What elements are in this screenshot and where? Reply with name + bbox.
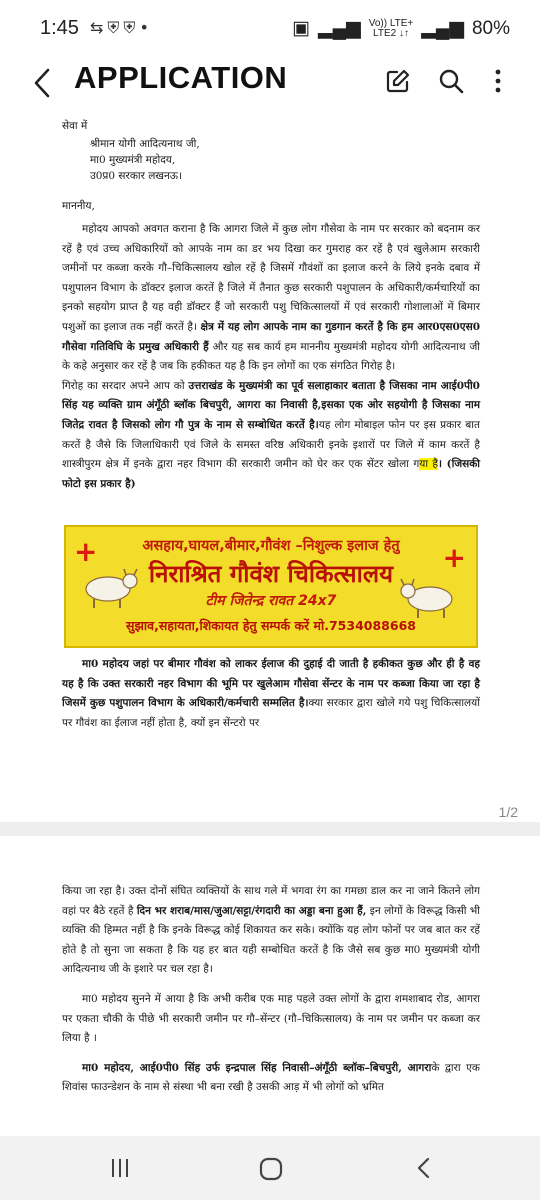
- document-title: APPLICATION: [74, 60, 288, 95]
- banner-line: असहाय,घायल,बीमार,गौवंश –निशुल्क इलाज हेतु: [142, 538, 400, 554]
- search-icon[interactable]: [437, 67, 465, 95]
- greeting: माननीय,: [62, 200, 95, 212]
- app-bar: [0, 60, 540, 110]
- signal-icon: ▂▄▆: [421, 18, 464, 39]
- paragraph: मा0 महोदय सुनने में आया है कि अभी करीब एक माह पहले उक्त लोगों के द्वारा शमशाबाद रोड, आगरा पर एकता चौकी के पीछे भी सरकारी जमीन पर गौ–सेंन्टर (गौ–चिकित्सालय) के नाम पर जमीन पर कब्जा कर लिया है ।: [62, 992, 480, 1045]
- back-arrow-icon[interactable]: [28, 66, 58, 100]
- pdf-page-2[interactable]: [0, 836, 540, 1136]
- app-notification-icon: ⛨: [107, 18, 124, 37]
- status-right: [292, 17, 510, 40]
- navigation-bar: [0, 1136, 540, 1200]
- page-1-text: [62, 118, 480, 494]
- more-notifications-icon: •: [139, 18, 153, 37]
- page-2-text: [62, 882, 480, 1098]
- highlighted-text: या है: [419, 458, 438, 471]
- recent-apps-icon[interactable]: [108, 1156, 132, 1180]
- paragraph: मा0 महोदय जहां पर बीमार गौवंश को लाकर ईलाज की दुहाई दी जाती है हकीकत कुछ और ही है वह यह है कि उक्त सरकारी नहर विभाग की भूमि पर खुलेआम गौसेवा सेंन्टर के नाम पर कब्जा किया जा रहा है जिसमें कुछ पशुपालन विभाग के अधिकारी/कर्मचारी सम्मलित है।क्या सरकार द्वारा खोले गये पशु चिकित्सालयों पर गौवंश का ईलाज नहीं होता है, क्यों इन सेंन्टरो पर: [62, 658, 480, 729]
- status-time: 1:45: [40, 17, 79, 39]
- recipient-address: श्रीमान योगी आदित्यनाथ जी, मा0 मुख्यमंत्री महोदय, उ0प्र0 सरकार लखनऊ।: [90, 138, 200, 182]
- notification-icons: [90, 18, 153, 38]
- edit-icon[interactable]: [384, 67, 412, 95]
- paragraph: मा0 महोदय, आई0पी0 सिंह उर्फ इन्द्रपाल सिंह निवासी–अंगूँठी ब्लॉक–बिचपुरी, आगराके द्वारा एक शिवांस फाउन्डेशन के नाम से संस्था भी बना रखी है उसकी आड़ में भी लोगों को भ्रमित: [62, 1061, 480, 1094]
- salutation: सेवा में: [62, 120, 88, 132]
- app-notification-icon: ⛨: [123, 18, 140, 37]
- red-cross-icon: +: [74, 535, 98, 568]
- paragraph: गिरोह का सरदार अपने आप को उत्तराखंड के मुख्यमंत्री का पूर्व सलाहाकार बताता है जिसका नाम आई0पी0 सिंह यह व्यक्ति ग्राम अंगूँठी ब्लॉक बिचपुरी, आगरा का निवासी है,इसका एक ओर सहयोगी है जिसका नाम जितेद्र रावत है जिसको लोग गौ पुत्र के नाम से सम्बोधित करतें है।यह लोग मोबाइल फोन पर इस प्रकार बात करतें है जैसे कि जिलाधिकारी एवं जिले के समस्त वरिष्ठ अधिकारी इनके इशारों पर जिले में काम करतें है शास्त्रीपुरम क्षेत्र में इनके द्वारा नहर विभाग की सरकारी जमीन को घेर कर एक सेंटर खोला गया है। (जिसकी फोटो इस प्रकार है): [62, 379, 480, 490]
- red-cross-icon: +: [442, 541, 466, 574]
- network-indicator: Vo)) LTE+ LTE2 ↓↑: [368, 17, 414, 39]
- battery-saver-icon: ▣: [292, 18, 311, 39]
- paragraph: किया जा रहा है। उक्त दोनों संघित व्यक्तियों के साथ गले में भगवा रंग का गमछा डाल कर ना जाने कितने लोग वहां पर बैठे रहतें है दिन भर शराब/मास/जुआ/सट्टा/रंगदारी का अड्डा बना हुआ हैं, इन लोगों के विरूद्ध किसी भी व्यक्ति की हिम्मत नहीं है कि इनके विरूद्ध कोई शिकायत कर सके। क्योंकि यह लोग फोनों पर जब बात कर रहें होते है तो सुना जा सकता है कि यह हर बात यही सम्बोधित करतें है कि जैसे सब कुछ मा0 मुख्यमंत्री योगी आदित्यनाथ जी के इशारे पर चल रहा है।: [62, 885, 480, 976]
- page-separator: [0, 822, 540, 836]
- page-number: 1/2: [498, 804, 518, 820]
- pdf-page-1[interactable]: [0, 112, 540, 822]
- banner-contact: सुझाव,सहायता,शिकायत हेतु सम्पर्क करें मो.7534088668: [126, 618, 416, 633]
- wifi-calling-icon: ⇆: [90, 18, 108, 37]
- battery-level: 80%: [471, 17, 510, 39]
- banner-photo: [64, 525, 478, 648]
- status-bar: [0, 0, 540, 60]
- more-options-icon[interactable]: [484, 67, 512, 95]
- signal-icon: ▂▄▆: [318, 18, 361, 39]
- back-nav-icon[interactable]: [412, 1156, 436, 1180]
- page-1-text-continued: [62, 655, 480, 733]
- banner-heading: निराश्रित गौवंश चिकित्सालय: [148, 560, 394, 588]
- banner-line: टीम जितेन्द्र रावत 24x7: [205, 593, 337, 609]
- paragraph: महोदय आपको अवगत कराना है कि आगरा जिले में कुछ लोग गौसेवा के नाम पर सरकार को बदनाम कर रहें है एवं उच्च अधिकारियों को आपके नाम का डर भय दिखा कर गुमराह कर रहें है एवं खुलेआम सरकारी जमीनों पर कब्जा करके गौ–चिकित्सालय खोल रहें है जिसमें गौवंशों का इलाज करने के लिये इनके दबाव में पशुपालन विभाग के डॉक्टर इलाज करतें है जिले में तैनात कुछ सरकारी पशुपालन के अधिकारी/कर्मचारियों का इनको सहयोग प्राप्त है यह वही डॉक्टर हैं जो सरकारी पशु चिकित्सालयों में एवं सरकारी गोशालाओं में बिमार पशुओं का इलाज तक नहीं करतें है। क्षेत्र में यह लोग आपके नाम का गुडगान करतें है कि हम आर0एस0एस0 गौसेवा गतिविघि के प्रमुख अधिकारी हैं और यह सब कार्य हम माननीय मुख्यमंत्री महोदय योगी आदित्यनाथ जी के कहे अनुसार कर रहें है जब कि हकीकत यह है कि इन लोगों का एक संगठित गिरोह है।: [62, 223, 480, 373]
- home-icon[interactable]: [258, 1156, 284, 1182]
